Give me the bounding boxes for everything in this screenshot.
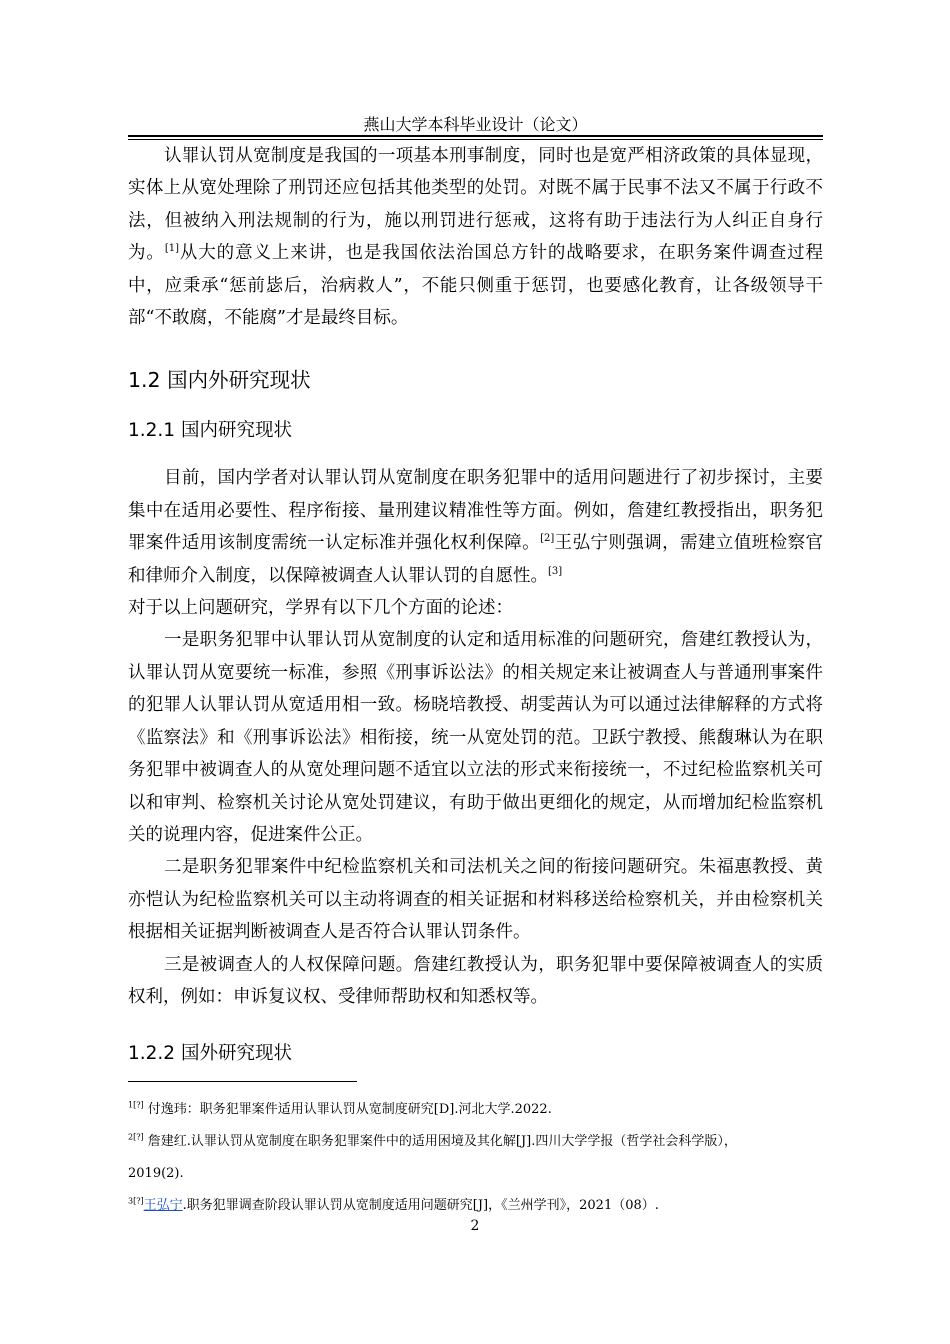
document-body [128, 140, 823, 1069]
footnote-text-1: 付逸玮：职务犯罪案件适用认罪认罚从宽制度研究[D].河北大学.2022. [143, 1102, 552, 1117]
footnote-marker-2: 2[?] [128, 1132, 144, 1142]
intro-text-2: 从大的意义上来讲，也是我国依法治国总方针的战略要求，在职务案件调查过程中，应秉承“惩前毖后，治病救人”，不能只侧重于惩罚，也要感化教育，让各级领导干部“不敢腐，不能腐”才是最终目标。 [128, 243, 824, 329]
intro-paragraph [128, 140, 823, 334]
citation-2[interactable]: [2] [540, 533, 555, 545]
subsection-heading-1-2-1: 1.2.1 国内研究现状 [128, 420, 292, 442]
domestic-p1-text-2: 王弘宁则强调，需建立值班检察官和律师介入制度，以保障被调查人认罪认罚的自愿性。 [128, 533, 824, 586]
page-header: 燕山大学本科毕业设计（论文） [363, 115, 588, 134]
footnote-2-continuation: 2019(2). [128, 1166, 184, 1181]
footnote-marker-3: 3[?] [128, 1196, 144, 1206]
domestic-paragraph-3: 一是职务犯罪中认罪认罚从宽制度的认定和适用标准的问题研究，詹建红教授认为，认罪认罚从宽要统一标准，参照《刑事诉讼法》的相关规定来让被调查人与普通刑事案件的犯罪人认罪认罚从宽适用相一致。杨晓培教授、胡雯茜认为可以通过法律解释的方式将《监察法》和《刑事诉讼法》相衔接，统一从宽处罚的范。卫跃宁教授、熊馥琳认为在职务犯罪中被调查人的从宽处理问题不适宜以立法的形式来衔接统一，不过纪检监察机关可以和审判、检察机关讨论从宽处罚建议，有助于做出更细化的规定，从而增加纪检监察机关的说理内容，促进案件公正。 [128, 630, 823, 845]
citation-1[interactable]: [1] [164, 243, 179, 255]
footnote-text-3: .职务犯罪调查阶段认罪认罚从宽制度适用问题研究[J]，《兰州学刊》，2021（08）. [182, 1198, 659, 1213]
footnote-1 [128, 1094, 823, 1126]
domestic-paragraph-4: 二是职务犯罪案件中纪检监察机关和司法机关之间的衔接问题研究。朱福惠教授、黄亦恺认为纪检监察机关可以主动将调查的相关证据和材料移送给检察机关，并由检察机关根据相关证据判断被调查人是否符合认罪认罚条件。 [128, 857, 823, 943]
author-link[interactable]: 王弘宁 [143, 1198, 183, 1213]
footnotes [128, 1094, 823, 1222]
citation-3[interactable]: [3] [548, 565, 563, 577]
footnote-separator [128, 1081, 357, 1082]
domestic-paragraph-2: 对于以上问题研究，学界有以下几个方面的论述： [128, 598, 513, 619]
header-rule-thick [128, 135, 823, 137]
footnote-2 [128, 1126, 823, 1158]
section-heading-1-2: 1.2 国内外研究现状 [128, 368, 311, 393]
domestic-p1-text-1: 目前，国内学者对认罪认罚从宽制度在职务犯罪中的适用问题进行了初步探讨，主要集中在适用必要性、程序衔接、量刑建议精准性等方面。例如，詹建红教授指出，职务犯罪案件适用该制度需统一认定标准并强化权利保障。 [128, 468, 823, 554]
domestic-paragraph-1 [128, 462, 823, 592]
domestic-paragraph-5: 三是被调查人的人权保障问题。詹建红教授认为，职务犯罪中要保障被调查人的实质权利，例如：申诉复议权、受律师帮助权和知悉权等。 [128, 954, 823, 1007]
footnote-marker-1: 1[?] [128, 1100, 144, 1110]
intro-text-1: 认罪认罚从宽制度是我国的一项基本刑事制度，同时也是宽严相济政策的具体显现，实体上从宽处理除了刑罚还应包括其他类型的处罚。对既不属于民事不法又不属于行政不法，但被纳入刑法规制的行为，施以刑罚进行惩戒，这将有助于违法行为人纠正自身行为。 [128, 146, 823, 264]
page-number: 2 [470, 1218, 480, 1234]
footnote-text-2: 詹建红.认罪认罚从宽制度在职务犯罪案件中的适用困境及其化解[J].四川大学学报（哲学社会科学版）， [143, 1134, 737, 1149]
subsection-heading-1-2-2: 1.2.2 国外研究现状 [128, 1043, 292, 1065]
